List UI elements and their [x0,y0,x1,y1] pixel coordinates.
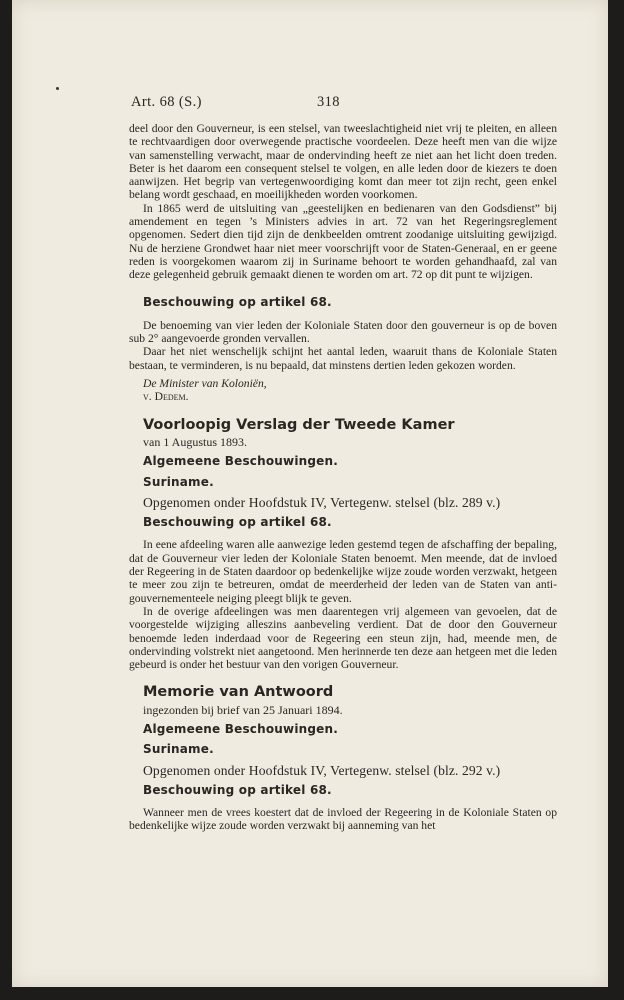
subheading-algemeene-beschouwingen: Algemeene Beschouwingen. [143,721,339,736]
subheading-suriname: Suriname. [143,742,214,757]
signature-name: v. Dedem. [143,390,189,404]
section-date: van 1 Augustus 1893. [143,434,248,449]
section-date: ingezonden bij brief van 25 Januari 1894. [143,702,343,717]
paragraph-aantal-leden: Daar het niet wenschelijk schijnt het aantal leden, waaruit thans de Koloniale Staten bestaan, te verminderen, is nu bepaald, dat minstens dertien leden gekozen worden. [129,345,557,372]
section-heading-article-68: Beschouwing op artikel 68. [143,782,332,797]
section-title-memorie-van-antwoord: Memorie van Antwoord [143,684,334,701]
page-content [129,122,557,833]
subheading-suriname: Suriname. [143,474,214,489]
chapter-reference-line: Opgenomen onder Hoofdstuk IV, Vertegenw. stelsel (blz. 289 v.) [143,494,501,510]
chapter-reference-line: Opgenomen onder Hoofdstuk IV, Vertegenw. stelsel (blz. 292 v.) [143,762,501,778]
paragraph-continued: deel door den Gouverneur, is een stelsel, van tweeslachtigheid niet vrij te pleiten, en alleen te rechtvaardigen door overwegende practische voordeelen. Deze heeft men van die wijze van samenstelling verwacht, maar de ondervinding heeft ze niet aan het licht doen treden. Beter is het daarom een consequent stelsel te volgen, en alle leden door de kiezers te doen aanwijzen. Het begrip van vertegenwoordiging komt dan meer tot zijn recht, geen enkel belang wordt geschaad, en moeilijkheden worden voorkomen. [129,122,557,202]
section-heading-article-68: Beschouwing op artikel 68. [143,515,332,530]
signature-block [129,377,557,404]
paragraph-afdeeling: In eene afdeeling waren alle aanwezige leden gestemd tegen de afschaffing der bepaling, dat de Gouverneur vier leden der Koloniale Staten benoemt. Men meende, dat de invloed der Regeering in de Staten daardoor op bedenkelijke wijze zoude worden verzwakt, hetgeen te meer zou zijn te betreuren, omdat de meerderheid der leden van de Staten van anti-gouvernementeele neiging pleegt blijk te geven. [129,538,557,605]
signature-minister: De Minister van Koloniën, [143,377,267,391]
paragraph-overige-afdeelingen: In de overige afdeelingen was men daarentegen vrij algemeen van gevoelen, dat de voorgestelde wijziging alleszins aanbeveling verdient. Dat de door den Gouverneur benoemde leden inderdaad voor de Regeering een steun zijn, had, meende men, de ondervinding volstrekt niet aangetoond. Men herinnerde ten deze aan hetgeen met die leden gebeurd is onder het bestuur van den vorigen Gouverneur. [129,604,557,672]
section-title-voorloopig-verslag: Voorloopig Verslag der Tweede Kamer [143,416,455,433]
section-heading-article-68: Beschouwing op artikel 68. [143,294,332,309]
paragraph-wanneer: Wanneer men de vrees koestert dat de invloed der Regeering in de Koloniale Staten op bedenkelijke wijze zoude worden verzwakt bij aanneming van het [129,806,557,833]
subheading-algemeene-beschouwingen: Algemeene Beschouwingen. [143,454,339,469]
article-reference: Art. 68 (S.) [131,94,202,110]
paragraph-1865-amendment: In 1865 werd de uitsluiting van „geestelijken en bedienaren van den Godsdienst” bij amendement en tegen ’s Ministers advies in art. 72 van het Regeringsreglement opgenomen. Sedert dien tijd zijn de denkbeelden omtrent zoodanige uitsluiting gewijzigd. Nu de herziene Grondwet haar niet meer voorschrijft voor de Staten-Generaal, en er geene reden is voorgekomen waarom zij in Suriname behoort te worden gehandhaafd, zal van deze gelegenheid gebruik gemaakt dienen te worden om art. 72 op dit punt te wijzigen. [129,201,557,282]
book-page [12,0,608,987]
page-speck [56,87,59,90]
paragraph-benoeming: De benoeming van vier leden der Koloniale Staten door den gouverneur is op de boven sub 2° aangevoerde gronden vervallen. [129,318,557,346]
page-number: 318 [317,94,340,110]
